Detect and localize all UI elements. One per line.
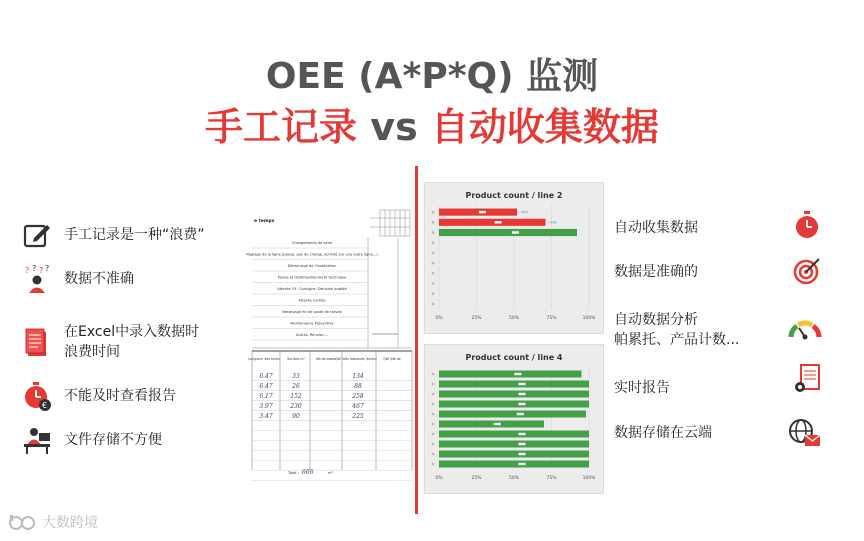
chart-line-4-title: Product count / line 4 [465,353,563,362]
paper-handwritten-value: 258 [352,393,364,400]
row-marker [432,221,435,224]
x-tick-label: 75% [546,476,557,481]
paper-handwritten-value: 3.97 [259,403,273,410]
title-auto: 自动收集数据 [430,105,659,149]
bar [439,461,589,468]
paper-handwritten-value: 6.47 [259,373,273,380]
title-vs: vs [357,105,431,149]
svg-text:?: ? [32,264,37,273]
paper-row-label: Attente OF, Consigne, Décision qualité [277,287,347,291]
title-line-2 [0,96,864,151]
paper-handwritten-value: 152 [290,393,302,400]
row-marker [432,413,435,416]
left-item-3 [22,322,199,362]
paper-handwritten-value: 26 [292,383,300,390]
paper-table-header: Surface m² [287,357,305,361]
bar-label [519,443,526,445]
x-tick-label: 50% [508,476,520,481]
person-desk-icon [22,425,52,455]
left-item-4-text: 不能及时查看报告 [64,388,176,404]
row-marker [432,463,435,466]
report-gear-icon [790,362,824,396]
x-tick-label: 0% [435,316,443,321]
bar [439,209,517,216]
row-marker [432,393,435,396]
paper-handwritten-value: 134 [352,373,364,380]
paper-table-header: Nb de boxes [316,357,336,361]
paper-handwritten-value: 6.17 [259,393,273,400]
paper-handwritten-value: 6.47 [259,383,273,390]
svg-text:?: ? [25,266,30,275]
brand-mark-icon [8,512,38,532]
row-marker [432,241,435,244]
svg-text:€: € [42,401,48,410]
bar-value-tag [521,211,528,213]
left-item-1 [22,220,205,250]
row-marker [432,231,435,234]
manual-paper-form [246,208,412,478]
bar-label [514,373,521,375]
bar-label [479,211,486,213]
row-marker [432,272,435,275]
left-item-2-text: 数据不准确 [64,271,134,287]
paper-table-header: Qté (Nb de [383,357,401,361]
paper-row-label: Changements de série [291,241,333,245]
stopwatch-euro-icon [22,381,52,411]
bar [439,451,589,458]
row-marker [432,453,435,456]
paper-row-label: Panne et Optimisation/arrêt technique [277,275,347,280]
left-item-5-text: 文件存储不方便 [64,432,162,448]
brand-logo [8,512,98,532]
right-item-5: 数据存储在云端 [614,425,712,441]
paper-total-value: 666 [302,469,314,476]
x-tick-label: 25% [471,316,482,321]
paper-row-label: Démarrage de l'installation [287,264,337,268]
paper-row-label: Nettoyage fin de poste de travail [282,310,342,314]
paper-row-label: Maintenance Préventive [290,321,334,326]
confused-person-icon [22,264,52,294]
bar-label [519,463,526,465]
paper-pile-icon [22,327,52,357]
x-tick-label: 0% [435,476,443,481]
x-tick-label: 100% [582,476,596,481]
right-item-3: 自动数据分析 帕累托、产品计数... [614,312,740,348]
paper-handwritten-value: 33 [292,373,300,380]
svg-text:?: ? [45,264,50,273]
bar [439,219,546,226]
row-marker [432,282,435,285]
bar [439,371,582,378]
row-marker [432,443,435,446]
row-marker [432,403,435,406]
chart-line-2-plot [425,201,603,331]
bar [439,431,589,438]
x-tick-label: 100% [582,316,596,321]
title-manual: 手工记录 [205,105,358,149]
bar [439,441,589,448]
row-marker [432,211,435,214]
bar-label [519,433,526,435]
row-marker [432,303,435,306]
bar [439,381,589,388]
bar-label [512,231,519,233]
paper-handwritten-value: 3.47 [259,413,273,420]
x-tick-label: 50% [508,316,520,321]
paper-table-header: Qté faits fabriqués (tuiles) [335,357,377,361]
left-item-5 [22,425,162,455]
stopwatch-icon [790,208,824,242]
bar [439,229,577,236]
bar [439,391,589,398]
chart-line-4-plot [425,363,603,491]
center-divider [415,166,418,514]
left-item-4 [22,381,176,411]
row-marker [432,373,435,376]
paper-total-label: Total : [288,471,299,475]
bar-label [519,393,526,395]
target-icon [790,254,824,288]
paper-row-label: Autres, Réunion... [296,333,328,337]
brand-name: 大数跨境 [42,515,98,531]
paper-row-label: Réglage de la ligne (pause, pas de charge, activité sur une autre ligne...) [246,252,378,257]
paper-total-unit: m² [328,471,333,475]
row-marker [432,383,435,386]
right-item-2: 数据是准确的 [614,264,698,280]
paper-handwritten-value: 90 [292,413,300,420]
title-line-1: OEE (A*P*Q) 监测 [265,56,599,97]
paper-row-label: Attente Cariste [298,298,326,303]
row-marker [432,252,435,255]
paper-handwritten-value: 88 [354,383,362,390]
row-marker [432,423,435,426]
paper-table-header: Longueur des tuiles [248,357,280,361]
bar-label [495,221,502,223]
x-tick-label: 25% [471,476,482,481]
row-marker [432,292,435,295]
bar [439,411,586,418]
paper-handwritten-value: 230 [290,403,302,410]
paper-header-label: e temps [254,219,275,224]
row-marker [432,262,435,265]
bar-label [517,413,524,415]
bar [439,401,589,408]
chart-line-2-title: Product count / line 2 [465,191,563,200]
x-tick-label: 75% [546,316,557,321]
paper-handwritten-value: 225 [352,413,364,420]
row-marker [432,433,435,436]
paper-handwritten-value: 467 [352,403,364,410]
bar-value-tag [550,221,557,223]
bar-label [494,423,501,425]
gauge-icon [788,312,822,346]
bar-label [519,383,526,385]
pencil-icon [22,220,52,250]
chart-line-4 [424,344,604,494]
bar-label [519,403,526,405]
chart-line-2 [424,182,604,334]
svg-text:?: ? [39,266,44,275]
bar [439,421,544,428]
right-item-1: 自动收集数据 [614,220,698,236]
right-item-4: 实时报告 [614,380,670,396]
bar-label [519,453,526,455]
left-item-3-text: 在Excel中录入数据时 浪费时间 [64,324,200,360]
globe-mail-icon [788,416,822,450]
left-item-2 [22,264,134,294]
left-item-1-text: 手工记录是一种“浪费” [64,227,205,243]
